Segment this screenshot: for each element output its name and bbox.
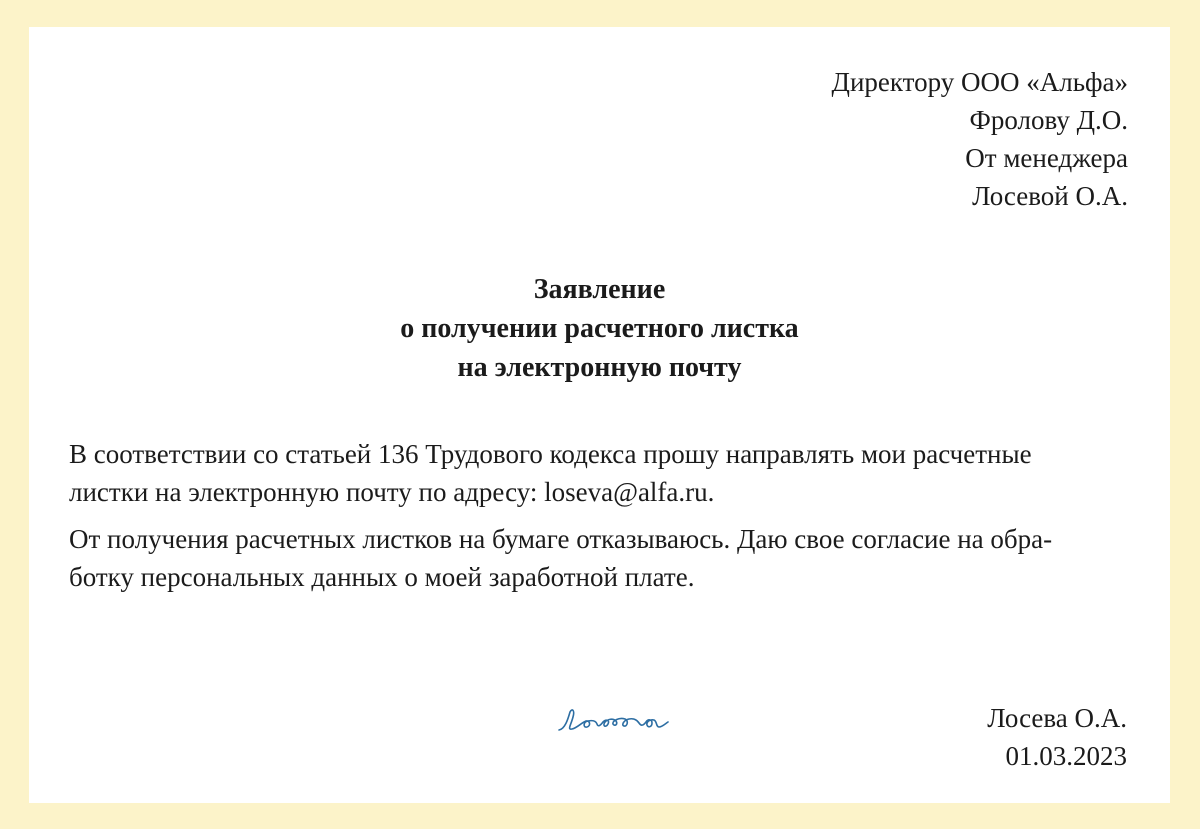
addressee-line-name: Фролову Д.О.	[969, 105, 1128, 135]
body-p1-line-1: В соответствии со статьей 136 Трудового кодекса прошу направлять мои расчетные	[69, 439, 1032, 469]
body-p1-line-2: листки на электронную почту по адресу: loseva@alfa.ru.	[69, 477, 715, 507]
title-line-1: Заявление	[533, 274, 666, 305]
sender-line-position: От менеджера	[965, 143, 1128, 173]
body-paragraph-1	[69, 435, 1130, 511]
addressee-line-director: Директору ООО «Альфа»	[831, 67, 1128, 97]
addressee-block	[832, 63, 1128, 215]
signer-name: Лосева О.А.	[987, 703, 1127, 733]
sender-line-name: Лосевой О.А.	[972, 181, 1128, 211]
document-title	[29, 270, 1170, 387]
title-line-2: о получении расчетного листка	[400, 313, 799, 344]
title-line-3: на электронную почту	[457, 352, 742, 383]
signature-block	[987, 699, 1127, 775]
document-date: 01.03.2023	[1005, 741, 1127, 771]
document-body	[69, 435, 1130, 605]
handwritten-signature	[553, 699, 673, 739]
document-sheet	[29, 27, 1170, 803]
body-paragraph-2	[69, 520, 1130, 596]
body-p2-line-2: ботку персональных данных о моей заработной плате.	[69, 562, 695, 592]
body-p2-line-1: От получения расчетных листков на бумаге отказываюсь. Даю свое согласие на обра-	[69, 524, 1053, 554]
